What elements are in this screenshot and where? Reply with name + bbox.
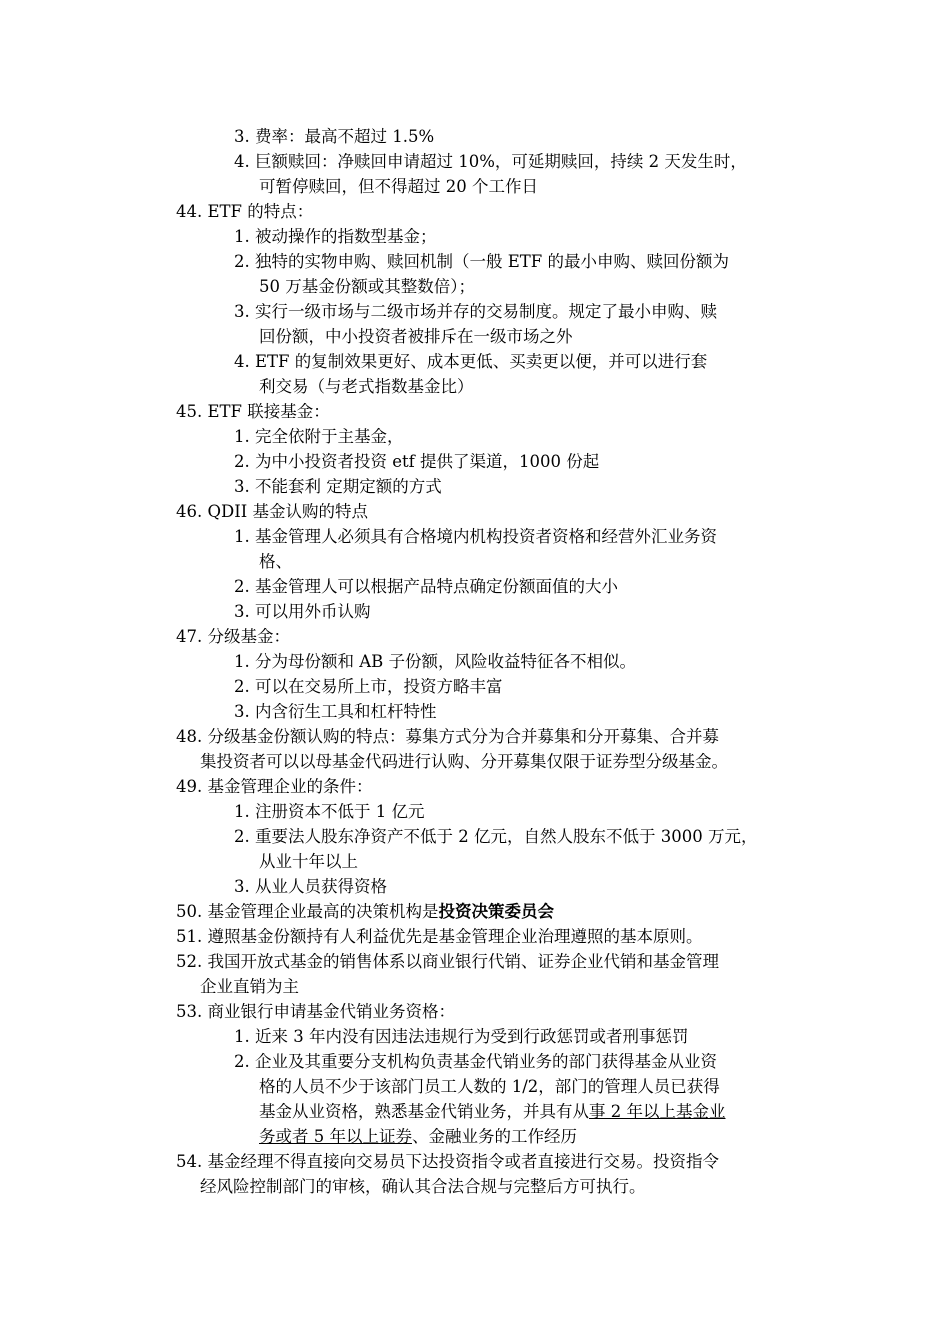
text-line: 利交易（与老式指数基金比） <box>259 377 474 396</box>
text-line: 3. 实行一级市场与二级市场并存的交易制度。规定了最小申购、赎 <box>234 302 717 321</box>
text-line: 4. 巨额赎回：净赎回申请超过 10%，可延期赎回，持续 2 天发生时， <box>234 152 747 171</box>
text-line: 3. 可以用外币认购 <box>234 602 371 621</box>
text-line: 格、 <box>259 552 292 571</box>
text-run: 50. 基金管理企业最高的决策机构是 <box>176 902 439 921</box>
text-line: 企业直销为主 <box>200 977 299 996</box>
text-line: 2. 独特的实物申购、赎回机制（一般 ETF 的最小申购、赎回份额为 <box>234 252 729 271</box>
list-item-heading: 47. 分级基金： <box>176 627 290 646</box>
text-line <box>259 1100 726 1124</box>
underlined-text: 务或者 5 年以上证券 <box>259 1127 412 1146</box>
text-line: 经风险控制部门的审核，确认其合法合规与完整后方可执行。 <box>200 1177 646 1196</box>
text-line: 2. 基金管理人可以根据产品特点确定份额面值的大小 <box>234 577 618 596</box>
list-item-heading: 49. 基金管理企业的条件： <box>176 777 373 796</box>
text-line: 2. 企业及其重要分支机构负责基金代销业务的部门获得基金从业资 <box>234 1052 717 1071</box>
text-run: 基金从业资格，熟悉基金代销业务，并具有从 <box>259 1102 589 1121</box>
text-line: 2. 可以在交易所上市，投资方略丰富 <box>234 677 503 696</box>
list-item-heading: 45. ETF 联接基金： <box>176 402 330 421</box>
text-line <box>259 1125 577 1149</box>
text-line: 3. 内含衍生工具和杠杆特性 <box>234 702 437 721</box>
list-item-heading: 51. 遵照基金份额持有人利益优先是基金管理企业治理遵照的基本原则。 <box>176 927 703 946</box>
bold-emphasis: 投资决策委员会 <box>438 902 554 921</box>
text-line: 从业十年以上 <box>259 852 358 871</box>
text-line: 50 万基金份额或其整数倍）； <box>259 277 475 296</box>
underlined-text: 事 2 年以上基金业 <box>589 1102 726 1121</box>
list-item-heading: 44. ETF 的特点： <box>176 202 314 221</box>
text-line: 1. 基金管理人必须具有合格境内机构投资者资格和经营外汇业务资 <box>234 527 717 546</box>
text-line: 1. 被动操作的指数型基金； <box>234 227 437 246</box>
text-line: 集投资者可以以母基金代码进行认购、分开募集仅限于证券型分级基金。 <box>200 752 728 771</box>
text-line: 1. 完全依附于主基金， <box>234 427 404 446</box>
list-item-heading: 53. 商业银行申请基金代销业务资格： <box>176 1002 455 1021</box>
text-line: 3. 费率：最高不超过 1.5% <box>234 127 435 146</box>
text-run: 、金融业务的工作经历 <box>412 1127 577 1146</box>
text-line: 可暂停赎回，但不得超过 20 个工作日 <box>259 177 538 196</box>
list-item-heading: 48. 分级基金份额认购的特点：募集方式分为合并募集和分开募集、合并募 <box>176 727 719 746</box>
text-line: 1. 注册资本不低于 1 亿元 <box>234 802 425 821</box>
list-item-heading <box>176 900 554 924</box>
text-line: 4. ETF 的复制效果更好、成本更低、买卖更以便，并可以进行套 <box>234 352 708 371</box>
text-line: 2. 重要法人股东净资产不低于 2 亿元，自然人股东不低于 3000 万元， <box>234 827 758 846</box>
text-line: 1. 近来 3 年内没有因违法违规行为受到行政惩罚或者刑事惩罚 <box>234 1027 689 1046</box>
list-item-heading: 46. QDII 基金认购的特点 <box>176 502 369 521</box>
text-line: 1. 分为母份额和 AB 子份额，风险收益特征各不相似。 <box>234 652 637 671</box>
list-item-heading: 54. 基金经理不得直接向交易员下达投资指令或者直接进行交易。投资指令 <box>176 1152 719 1171</box>
text-line: 3. 从业人员获得资格 <box>234 877 387 896</box>
text-line: 格的人员不少于该部门员工人数的 1/2，部门的管理人员已获得 <box>259 1077 720 1096</box>
text-line: 回份额，中小投资者被排斥在一级市场之外 <box>259 327 573 346</box>
list-item-heading: 52. 我国开放式基金的销售体系以商业银行代销、证券企业代销和基金管理 <box>176 952 719 971</box>
text-line: 2. 为中小投资者投资 etf 提供了渠道，1000 份起 <box>234 452 600 471</box>
text-line: 3. 不能套利 定期定额的方式 <box>234 477 442 496</box>
